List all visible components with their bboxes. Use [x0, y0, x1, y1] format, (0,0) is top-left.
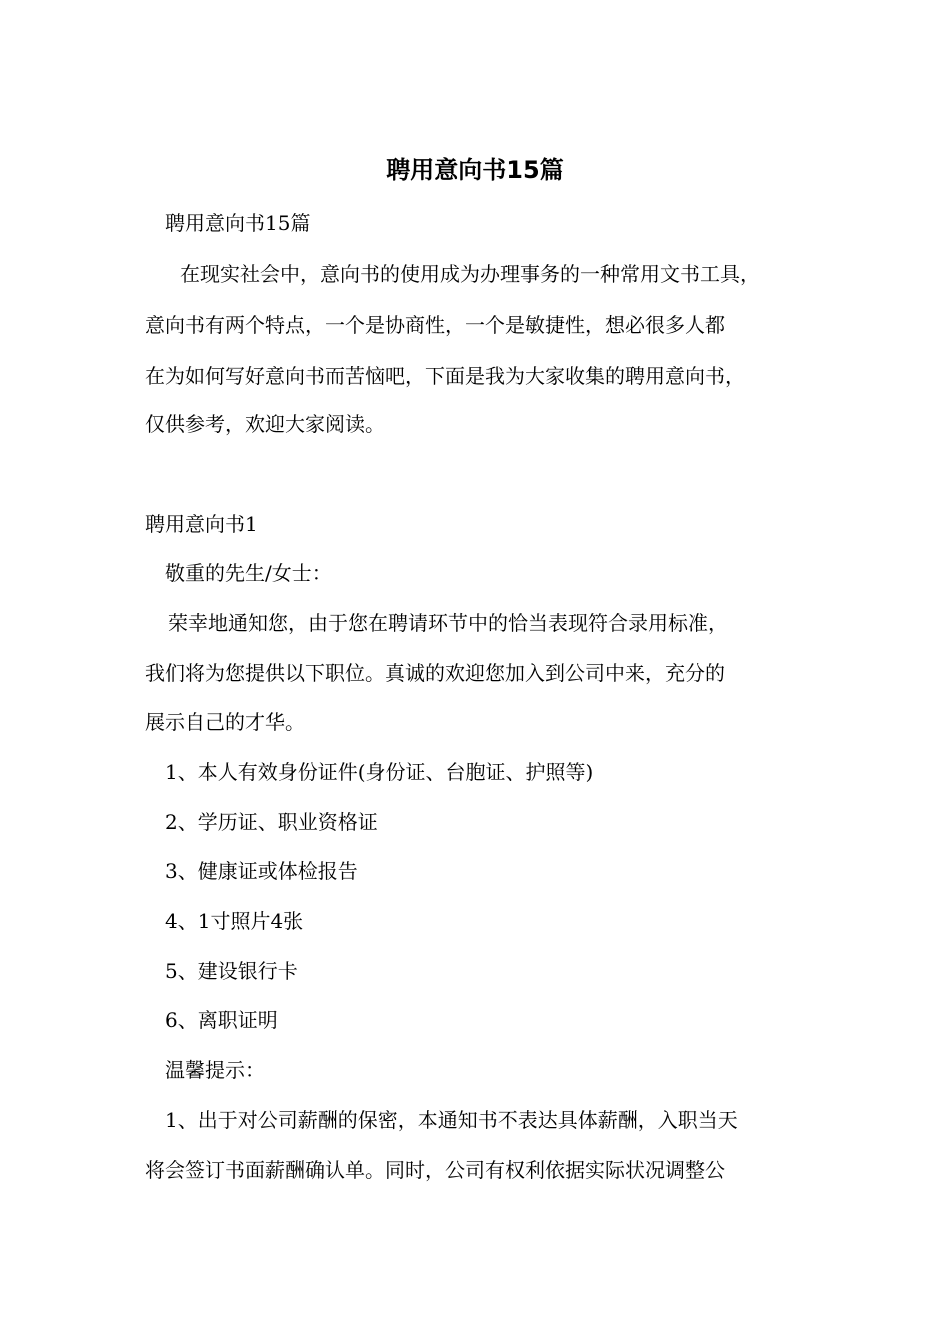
- body-line-1: 荣幸地通知您，由于您在聘请环节中的恰当表现符合录用标准，: [168, 611, 728, 635]
- tips-line-1: 1、出于对公司薪酬的保密，本通知书不表达具体薪酬，入职当天: [165, 1108, 738, 1132]
- tips-heading: 温馨提示：: [165, 1058, 265, 1082]
- list-item: 3、健康证或体检报告: [165, 859, 358, 883]
- section-heading: 聘用意向书1: [145, 512, 258, 536]
- list-item: 1、本人有效身份证件(身份证、台胞证、护照等): [165, 760, 594, 784]
- intro-line-1: 在现实社会中，意向书的使用成为办理事务的一种常用文书工具，: [180, 262, 760, 286]
- body-line-2: 我们将为您提供以下职位。真诚的欢迎您加入到公司中来，充分的: [145, 661, 725, 685]
- salutation: 敬重的先生/女士：: [165, 561, 332, 585]
- tips-line-2: 将会签订书面薪酬确认单。同时，公司有权利依据实际状况调整公: [145, 1158, 725, 1182]
- list-item: 2、学历证、职业资格证: [165, 810, 378, 834]
- list-item: 5、建设银行卡: [165, 959, 298, 983]
- document-subtitle: 聘用意向书15篇: [165, 211, 311, 235]
- intro-line-4: 仅供参考，欢迎大家阅读。: [145, 412, 385, 436]
- list-item: 6、离职证明: [165, 1008, 278, 1032]
- intro-line-2: 意向书有两个特点，一个是协商性，一个是敏捷性，想必很多人都: [145, 313, 725, 337]
- intro-line-3: 在为如何写好意向书而苦恼吧，下面是我为大家收集的聘用意向书，: [145, 364, 745, 388]
- list-item: 4、1寸照片4张: [165, 909, 304, 933]
- body-line-3: 展示自己的才华。: [145, 710, 305, 734]
- document-title: 聘用意向书15篇: [386, 156, 564, 184]
